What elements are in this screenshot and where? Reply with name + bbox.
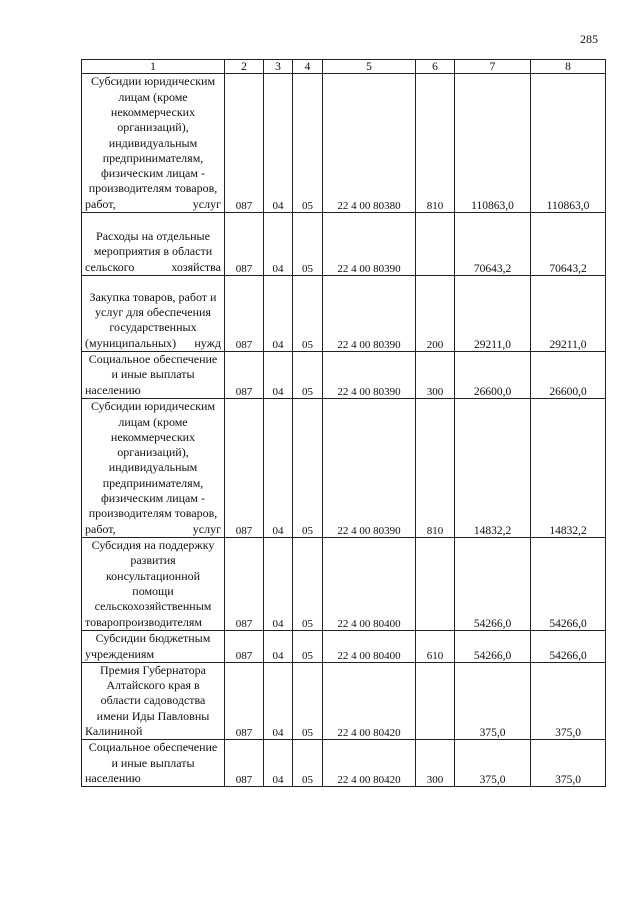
ministry-code: 087 [225,662,264,739]
subsection-code: 05 [293,630,323,662]
amount-col7: 29211,0 [455,276,531,352]
amount-col7: 375,0 [455,662,531,739]
amount-col8: 70643,2 [531,213,606,276]
subsection-code: 05 [293,352,323,399]
target-article: 22 4 00 80390 [323,276,416,352]
amount-col7: 54266,0 [455,537,531,630]
expense-type [416,537,455,630]
table-row [82,276,606,352]
subsection-code: 05 [293,213,323,276]
table-row [82,352,606,399]
column-header: 2 [225,60,264,74]
target-article: 22 4 00 80390 [323,213,416,276]
item-name: Премия Губернатора Алтайского края в области садоводства имени Иды Павловны Калининой [82,662,225,739]
item-name: Социальное обеспечение и иные выплаты населению [82,352,225,399]
budget-table [81,59,606,787]
subsection-code: 05 [293,398,323,537]
amount-col8: 26600,0 [531,352,606,399]
amount-col7: 14832,2 [455,398,531,537]
table-row [82,630,606,662]
column-header: 8 [531,60,606,74]
amount-col8: 14832,2 [531,398,606,537]
page-number: 285 [580,32,598,46]
amount-col8: 110863,0 [531,74,606,213]
amount-col7: 375,0 [455,740,531,787]
item-name: Субсидии юридическим лицам (кроме некоммерческих организаций), индивидуальным предпринимателям, физическим лицам - производителям товаров, работ, услуг [82,74,225,213]
ministry-code: 087 [225,398,264,537]
section-code: 04 [264,630,293,662]
amount-col8: 54266,0 [531,537,606,630]
item-name: Субсидии бюджетным учреждениям [82,630,225,662]
section-code: 04 [264,213,293,276]
ministry-code: 087 [225,630,264,662]
table-row [82,740,606,787]
amount-col7: 70643,2 [455,213,531,276]
table-row [82,74,606,213]
amount-col8: 29211,0 [531,276,606,352]
target-article: 22 4 00 80390 [323,398,416,537]
header-row [82,60,606,74]
item-name: Субсидия на поддержку развития консультационной помощи сельскохозяйственным товаропроизводителям [82,537,225,630]
expense-type: 610 [416,630,455,662]
item-name: Социальное обеспечение и иные выплаты населению [82,740,225,787]
expense-type: 200 [416,276,455,352]
expense-type: 810 [416,74,455,213]
section-code: 04 [264,537,293,630]
section-code: 04 [264,398,293,537]
target-article: 22 4 00 80390 [323,352,416,399]
expense-type: 810 [416,398,455,537]
expense-type [416,213,455,276]
ministry-code: 087 [225,352,264,399]
amount-col8: 375,0 [531,662,606,739]
subsection-code: 05 [293,276,323,352]
column-header: 7 [455,60,531,74]
expense-type: 300 [416,352,455,399]
column-header: 4 [293,60,323,74]
column-header: 6 [416,60,455,74]
target-article: 22 4 00 80380 [323,74,416,213]
amount-col7: 54266,0 [455,630,531,662]
table-row [82,213,606,276]
amount-col8: 54266,0 [531,630,606,662]
target-article: 22 4 00 80420 [323,662,416,739]
item-name: Закупка товаров, работ и услуг для обеспечения государственных (муниципальных) нужд [82,276,225,352]
target-article: 22 4 00 80420 [323,740,416,787]
subsection-code: 05 [293,662,323,739]
table-row [82,537,606,630]
amount-col7: 26600,0 [455,352,531,399]
ministry-code: 087 [225,213,264,276]
ministry-code: 087 [225,740,264,787]
item-name: Расходы на отдельные мероприятия в области сельского хозяйства [82,213,225,276]
target-article: 22 4 00 80400 [323,537,416,630]
subsection-code: 05 [293,74,323,213]
ministry-code: 087 [225,74,264,213]
section-code: 04 [264,74,293,213]
section-code: 04 [264,276,293,352]
subsection-code: 05 [293,740,323,787]
table-row [82,662,606,739]
expense-type [416,662,455,739]
column-header: 5 [323,60,416,74]
column-header: 1 [82,60,225,74]
section-code: 04 [264,662,293,739]
amount-col7: 110863,0 [455,74,531,213]
subsection-code: 05 [293,537,323,630]
column-header: 3 [264,60,293,74]
section-code: 04 [264,352,293,399]
amount-col8: 375,0 [531,740,606,787]
ministry-code: 087 [225,537,264,630]
target-article: 22 4 00 80400 [323,630,416,662]
table-row [82,398,606,537]
ministry-code: 087 [225,276,264,352]
section-code: 04 [264,740,293,787]
expense-type: 300 [416,740,455,787]
item-name: Субсидии юридическим лицам (кроме некоммерческих организаций), индивидуальным предпринимателям, физическим лицам - производителям товаров, работ, услуг [82,398,225,537]
